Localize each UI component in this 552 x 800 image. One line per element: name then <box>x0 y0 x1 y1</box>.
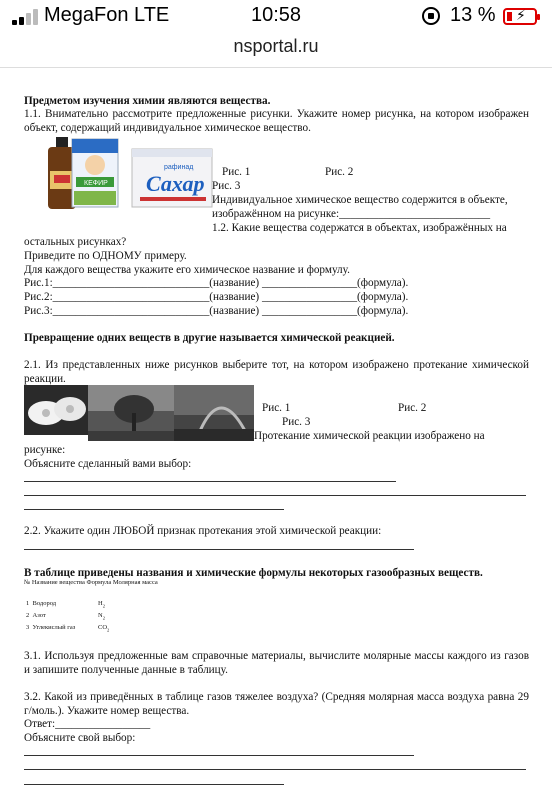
clock: 10:58 <box>250 4 302 26</box>
pictures-row-1 <box>44 135 214 215</box>
fig-2-label: Рис. 2 <box>325 166 354 178</box>
answer-line[interactable] <box>24 784 284 785</box>
formula-cell: $N_2$ <box>98 612 105 621</box>
table-header: № Название вещества Формула Молярная масса <box>24 579 158 586</box>
divider <box>0 67 552 68</box>
question-1-2: 1.2. Какие вещества содержатся в объектах, изображённых на <box>212 222 507 234</box>
individual-substance-answer: изображённом на рисунке:___________________________ <box>212 208 491 220</box>
table-row: 2 Азот <box>26 612 46 619</box>
question-1-2-cont: остальных рисунках? <box>24 236 127 248</box>
explain-choice-text: Объясните сделанный вами выбор: <box>24 458 192 470</box>
formula-cell: $H_2$ <box>98 600 105 609</box>
rainbow-image <box>174 385 254 441</box>
answer-fig-2: Рис.2:____________________________(название) _________________(формула). <box>24 291 409 303</box>
fig2-2-label: Рис. 2 <box>398 402 427 414</box>
fig2-1-label: Рис. 1 <box>262 402 291 414</box>
question-3-1: 3.1. Используя предложенные вам справочные материалы, вычислите молярные массы каждого из газов и запишите полученные данные в таблицу. <box>24 650 529 676</box>
battery-icon: ⚡ <box>503 8 537 25</box>
question-1-1: 1.1. Внимательно рассмотрите предложенные рисунки. Укажите номер рисунка, на котором изображен объект, содержащий индивидуальное химическое вещество. <box>24 108 529 134</box>
eggs-image <box>24 385 88 435</box>
question-2-1: 2.1. Из представленных ниже рисунков выберите тот, на котором изображено протекание химической реакции. <box>24 359 529 385</box>
question-2-2: 2.2. Укажите один ЛЮБОЙ признак протекания этой химической реакции: <box>24 525 382 537</box>
table-row: 3 Углекислый газ <box>26 624 76 631</box>
sugar-box-image <box>132 149 212 207</box>
each-substance-text: Для каждого вещества укажите его химическое название и формулу. <box>24 264 350 276</box>
kefir-label: КЕФИР <box>84 180 108 187</box>
answer-line[interactable] <box>24 549 414 550</box>
status-bar <box>0 0 552 34</box>
sugar-small-label: рафинад <box>164 164 194 171</box>
fig-1-label: Рис. 1 <box>222 166 251 178</box>
heading-substances: Предметом изучения химии являются вещества. <box>24 95 271 107</box>
answer-line[interactable] <box>24 495 526 496</box>
answer-field[interactable]: Ответ:_________________ <box>24 718 151 730</box>
answer-line[interactable] <box>24 769 526 770</box>
table-row: 1 Водород <box>26 600 57 607</box>
url-bar[interactable]: nsportal.ru <box>233 36 319 56</box>
answer-line[interactable] <box>24 481 396 482</box>
pictures-row-2 <box>24 385 254 441</box>
sugar-label: Сахар <box>146 171 205 196</box>
answer-fig-1: Рис.1:____________________________(название) _________________(формула). <box>24 277 409 289</box>
fig-3-label: Рис. 3 <box>212 180 241 192</box>
storm-tree-image <box>88 385 174 441</box>
individual-substance-text: Индивидуальное химическое вещество содержится в объекте, <box>212 194 508 206</box>
explain-choice-text-2: Объясните свой выбор: <box>24 732 136 744</box>
answer-line[interactable] <box>24 755 414 756</box>
carrier-label: MegaFon LTE <box>44 4 170 26</box>
reaction-shown-text: Протекание химической реакции изображено на <box>254 430 485 442</box>
reaction-shown-cont: рисунке: <box>24 444 66 456</box>
formula-cell: $CO_2$ <box>98 624 110 633</box>
battery-percent: 13 % <box>450 4 496 26</box>
example-text: Приведите по ОДНОМУ примеру. <box>24 250 187 262</box>
answer-fig-3: Рис.3:____________________________(название) _________________(формула). <box>24 305 409 317</box>
answer-line[interactable] <box>24 509 284 510</box>
kefir-carton-image <box>72 139 118 207</box>
heading-gases: В таблице приведены названия и химические формулы некоторых газообразных веществ. <box>24 567 483 579</box>
rotation-lock-icon <box>422 7 440 25</box>
question-3-2: 3.2. Какой из приведённых в таблице газов тяжелее воздуха? (Средняя молярная масса воздуха равна 29 г/моль.). Укажите номер вещества. <box>24 691 529 717</box>
fig2-3-label: Рис. 3 <box>282 416 311 428</box>
heading-reaction: Превращение одних веществ в другие называется химической реакцией. <box>24 332 395 344</box>
